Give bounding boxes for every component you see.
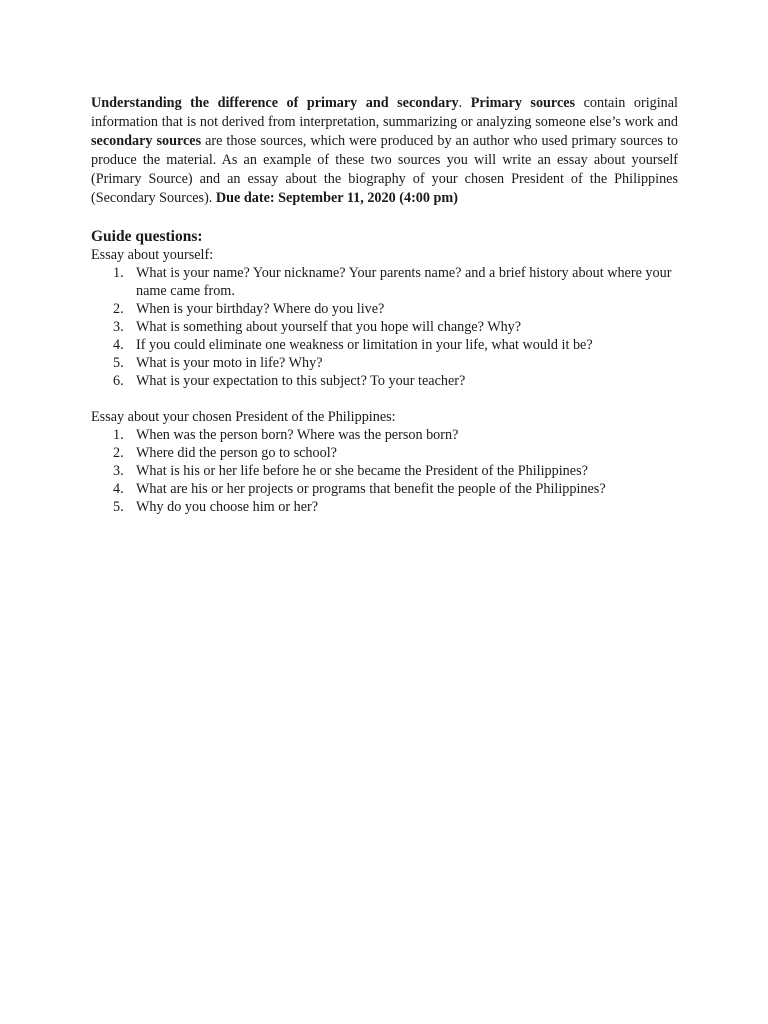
document-content bbox=[91, 94, 678, 516]
list-item bbox=[91, 264, 678, 300]
section-label-yourself: Essay about yourself: bbox=[91, 247, 214, 263]
list-item bbox=[91, 318, 678, 336]
primary-sources-term: Primary sources bbox=[470, 95, 576, 111]
list-item-number: 2. bbox=[113, 301, 124, 317]
list-item bbox=[91, 498, 678, 516]
intro-title: Understanding the difference of primary and secondary bbox=[91, 95, 459, 111]
list-item-text: What is his or her life before he or she became the President of the Philippines? bbox=[136, 463, 588, 479]
list-item-text: What is something about yourself that you hope will change? Why? bbox=[136, 319, 522, 335]
list-item bbox=[91, 462, 678, 480]
list-item bbox=[91, 444, 678, 462]
guide-questions-heading: Guide questions: bbox=[91, 228, 203, 245]
list-item-text: What are his or her projects or programs that benefit the people of the Philippines? bbox=[136, 481, 606, 497]
list-item-text: What is your name? Your nickname? Your parents name? and a brief history about where your name came from. bbox=[136, 265, 672, 299]
list-item-number: 3. bbox=[113, 463, 124, 479]
list-item-text: Why do you choose him or her? bbox=[136, 499, 319, 515]
list-item-number: 4. bbox=[113, 481, 124, 497]
list-item-number: 2. bbox=[113, 445, 124, 461]
list-item-text: When was the person born? Where was the person born? bbox=[136, 427, 459, 443]
list-item-text: When is your birthday? Where do you live? bbox=[136, 301, 385, 317]
secondary-sources-term: secondary sources bbox=[91, 133, 202, 149]
list-item-number: 1. bbox=[113, 427, 124, 443]
list-item-text: Where did the person go to school? bbox=[136, 445, 337, 461]
intro-text-2: are those sources, which were produced by an author who used primary sources to produce the material. As an example of these two sources you will write an essay about yourself (Primary Source) and an essay about the biography of your chosen President of the Philippines (Secondary Sources). bbox=[91, 133, 678, 206]
list-item bbox=[91, 426, 678, 444]
list-item bbox=[91, 354, 678, 372]
list-item bbox=[91, 480, 678, 498]
intro-paragraph bbox=[91, 94, 678, 208]
intro-separator: . bbox=[458, 95, 471, 111]
section-label-president: Essay about your chosen President of the Philippines: bbox=[91, 409, 396, 425]
list-item-number: 1. bbox=[113, 265, 124, 281]
president-question-list bbox=[91, 426, 678, 516]
list-item bbox=[91, 372, 678, 390]
list-item-text: If you could eliminate one weakness or limitation in your life, what would it be? bbox=[136, 337, 593, 353]
intro-text-1: contain original information that is not derived from interpretation, summarizing or analyzing someone else’s work and bbox=[91, 95, 678, 130]
list-item-number: 3. bbox=[113, 319, 124, 335]
list-item bbox=[91, 336, 678, 354]
list-item-text: What is your moto in life? Why? bbox=[136, 355, 323, 371]
list-item-number: 5. bbox=[113, 499, 124, 515]
list-item bbox=[91, 300, 678, 318]
list-item-number: 4. bbox=[113, 337, 124, 353]
list-item-number: 5. bbox=[113, 355, 124, 371]
yourself-question-list bbox=[91, 264, 678, 390]
list-item-number: 6. bbox=[113, 373, 124, 389]
due-date: Due date: September 11, 2020 (4:00 pm) bbox=[215, 190, 458, 206]
list-item-text: What is your expectation to this subject? To your teacher? bbox=[136, 373, 466, 389]
